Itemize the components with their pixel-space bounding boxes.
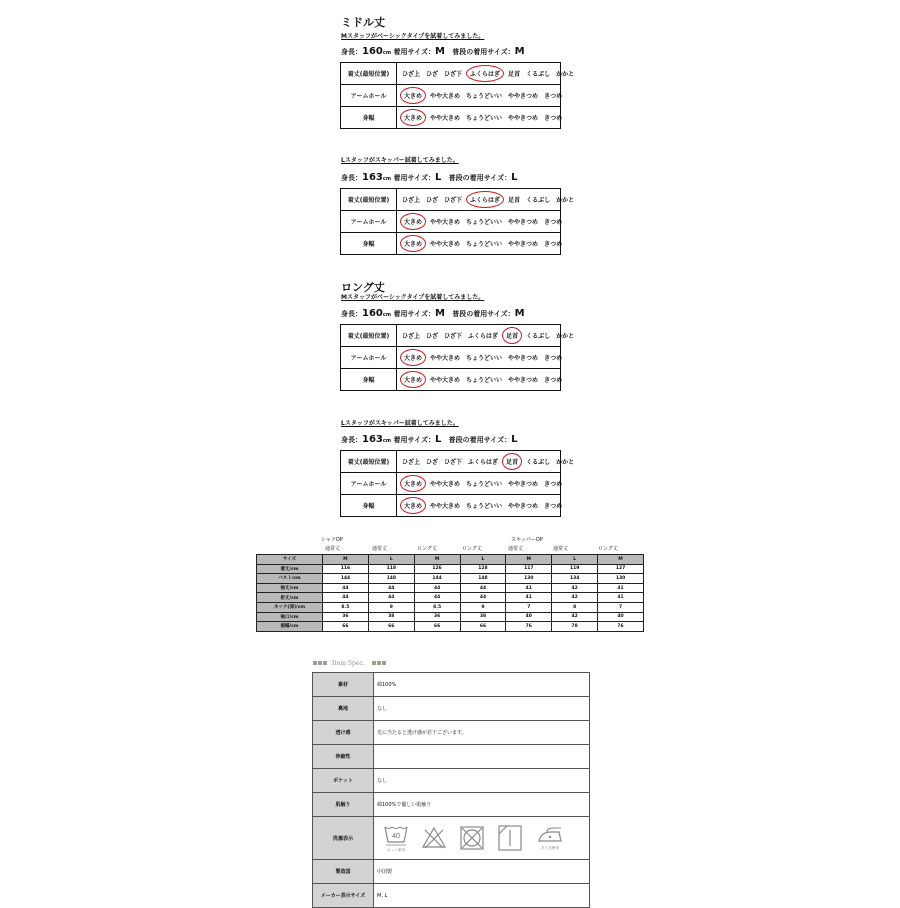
- staff-info: [341, 172, 517, 183]
- fit-row: [341, 85, 561, 107]
- size-row: [257, 574, 644, 584]
- fit-row-label: 着丈(最短位置): [341, 63, 397, 85]
- fit-options: [397, 473, 561, 495]
- fit-row-label: 身幅: [341, 233, 397, 255]
- size-cell: 128: [460, 564, 506, 574]
- fit-options: [397, 325, 575, 347]
- fit-option: きつめ: [544, 377, 563, 384]
- height-label: 身長：: [341, 174, 362, 182]
- size-cell: 9: [368, 602, 414, 612]
- size-cell: 134: [552, 574, 598, 584]
- fit-row: [341, 473, 561, 495]
- size-label: 着用サイズ：: [393, 436, 435, 444]
- size-cell: 44: [323, 583, 369, 593]
- fit-table: [340, 324, 575, 391]
- height-unit: cm: [382, 312, 392, 318]
- fit-option: ひざ: [426, 459, 439, 466]
- height-value: 160: [362, 46, 383, 57]
- size-cell: 7: [598, 602, 644, 612]
- fit-option: ひざ下: [444, 71, 463, 78]
- size-cell: 42: [552, 612, 598, 622]
- fit-option-selected: 大きめ: [400, 109, 426, 126]
- size-group-label-shirt: シャツOP: [321, 537, 343, 543]
- spec-row: [313, 673, 590, 697]
- fit-option: やや大きめ: [430, 241, 461, 248]
- fit-table: [340, 62, 575, 129]
- iron-low-cloth-icon: [535, 824, 565, 852]
- fit-option: やや大きめ: [430, 355, 461, 362]
- size-cell: 144: [323, 574, 369, 584]
- staff-info: [341, 46, 525, 57]
- fit-option: ひざ上: [402, 333, 421, 340]
- spec-key: 裏地: [313, 697, 374, 721]
- fit-row: [341, 233, 561, 255]
- height-unit: cm: [382, 176, 392, 182]
- spec-row: [313, 817, 590, 860]
- length-label: ロング丈: [598, 546, 618, 552]
- fit-option: ややきつめ: [508, 481, 539, 488]
- spec-row: [313, 769, 590, 793]
- fit-option: きつめ: [544, 115, 563, 122]
- size-cell: 44: [460, 583, 506, 593]
- size-cell: 76: [598, 622, 644, 632]
- fit-option-selected: 大きめ: [400, 349, 426, 366]
- fit-option: きつめ: [544, 481, 563, 488]
- fit-row-label: アームホール: [341, 473, 397, 495]
- size-cell: 76: [506, 622, 552, 632]
- no-tumble-dry-icon: [459, 825, 485, 851]
- size-row-label: 裾幅/cm: [257, 622, 323, 632]
- size-row-label: 袖口/cm: [257, 612, 323, 622]
- fit-option: ひざ上: [402, 197, 421, 204]
- staff-caption: Mスタッフがベーシックタイプを試着してみました。: [341, 294, 485, 301]
- size-cell: 78: [552, 622, 598, 632]
- fit-row: [341, 189, 561, 211]
- fit-options: [397, 189, 575, 211]
- staff-info: [341, 308, 525, 319]
- fit-row: [341, 107, 561, 129]
- spec-row: [313, 793, 590, 817]
- fit-options: [397, 451, 575, 473]
- spec-row: [313, 697, 590, 721]
- usual-size-value: L: [511, 434, 518, 445]
- size-header-row: [257, 555, 644, 565]
- fit-row-label: 身幅: [341, 107, 397, 129]
- fit-options: [397, 347, 561, 369]
- fit-option: ややきつめ: [508, 503, 539, 510]
- size-table: [256, 554, 644, 632]
- fit-option: ややきつめ: [508, 377, 539, 384]
- spec-value: 綿100%で優しい肌触り: [374, 793, 590, 817]
- fit-options: [397, 369, 561, 391]
- fit-option: 足首: [508, 197, 521, 204]
- size-cell: 8: [552, 602, 598, 612]
- height-value: 163: [362, 172, 383, 183]
- size-cell: 116: [323, 564, 369, 574]
- fit-option: やや大きめ: [430, 377, 461, 384]
- length-label: 通常丈: [372, 546, 388, 552]
- fit-option-selected: 足首: [502, 327, 522, 344]
- spec-value: [374, 745, 590, 769]
- size-row-label: 着丈/cm: [257, 564, 323, 574]
- size-row: [257, 564, 644, 574]
- staff-caption: Lスタッフがスキッパー試着してみました。: [341, 157, 459, 164]
- spec-value: なし: [374, 769, 590, 793]
- fit-option: やや大きめ: [430, 481, 461, 488]
- spec-value: 中国製: [374, 860, 590, 884]
- size-row: [257, 583, 644, 593]
- height-label: 身長：: [341, 436, 362, 444]
- fit-option: やや大きめ: [430, 219, 461, 226]
- fit-option: ちょうどいい: [466, 377, 503, 384]
- size-row: [257, 612, 644, 622]
- fit-option-selected: 大きめ: [400, 497, 426, 514]
- fit-option-selected: 大きめ: [400, 213, 426, 230]
- size-label: 着用サイズ：: [393, 48, 435, 56]
- fit-option: きつめ: [544, 355, 563, 362]
- fit-option: ふくらはぎ: [468, 333, 499, 340]
- fit-option: 足首: [508, 71, 521, 78]
- size-cell: 66: [414, 622, 460, 632]
- size-value: M: [434, 46, 445, 57]
- size-row-label: バスト/cm: [257, 574, 323, 584]
- size-header-cell: L: [460, 555, 506, 565]
- fit-option: ひざ下: [444, 197, 463, 204]
- usual-size-value: L: [511, 172, 518, 183]
- fit-option: きつめ: [544, 93, 563, 100]
- fit-option: ややきつめ: [508, 93, 539, 100]
- fit-option: くるぶし: [526, 197, 551, 204]
- line-dry-shade-icon: [497, 824, 523, 852]
- usual-size-label: 普段の着用サイズ：: [452, 310, 515, 318]
- size-cell: 44: [460, 593, 506, 603]
- size-header-cell: サイズ: [257, 555, 323, 565]
- fit-option: ひざ: [426, 333, 439, 340]
- fit-option: ひざ下: [444, 333, 463, 340]
- size-cell: 66: [323, 622, 369, 632]
- size-cell: 41: [598, 583, 644, 593]
- size-cell: 42: [552, 593, 598, 603]
- size-value: L: [434, 434, 442, 445]
- fit-options: [397, 233, 561, 255]
- wash-temp-text: 40: [392, 833, 400, 840]
- size-header-cell: M: [598, 555, 644, 565]
- size-cell: 36: [323, 612, 369, 622]
- size-cell: 66: [368, 622, 414, 632]
- size-row-label: 裄丈/cm: [257, 593, 323, 603]
- fit-option: ちょうどいい: [466, 93, 503, 100]
- care-symbols: [377, 823, 589, 853]
- staff-info: [341, 434, 517, 445]
- staff-caption: Mスタッフがベーシックタイプを試着してみました。: [341, 33, 485, 40]
- fit-option: ちょうどいい: [466, 481, 503, 488]
- spec-key: 洗濯表示: [313, 817, 374, 860]
- size-header-cell: M: [414, 555, 460, 565]
- fit-row: [341, 325, 561, 347]
- fit-row: [341, 347, 561, 369]
- fit-option-selected: ふくらはぎ: [466, 191, 504, 208]
- height-label: 身長：: [341, 310, 362, 318]
- fit-option-selected: 大きめ: [400, 87, 426, 104]
- spec-key: 製造国: [313, 860, 374, 884]
- fit-option-selected: 大きめ: [400, 235, 426, 252]
- size-header-cell: M: [506, 555, 552, 565]
- spec-row: [313, 884, 590, 908]
- fit-option: ややきつめ: [508, 241, 539, 248]
- fit-options: [397, 495, 561, 517]
- fit-option: きつめ: [544, 241, 563, 248]
- size-cell: 126: [414, 564, 460, 574]
- wash-40-gentle-icon: [383, 823, 409, 853]
- length-label: 通常丈: [508, 546, 524, 552]
- size-value: L: [434, 172, 442, 183]
- size-cell: 9: [460, 602, 506, 612]
- spec-row: [313, 860, 590, 884]
- fit-row-label: 身幅: [341, 369, 397, 391]
- item-spec-heading: Item Spec.: [313, 660, 387, 667]
- size-cell: 44: [414, 593, 460, 603]
- size-cell: 36: [414, 612, 460, 622]
- size-label: 着用サイズ：: [393, 174, 435, 182]
- fit-option: ひざ: [426, 197, 439, 204]
- fit-option: ややきつめ: [508, 355, 539, 362]
- fit-option-selected: ふくらはぎ: [466, 65, 504, 82]
- size-cell: 127: [598, 564, 644, 574]
- fit-option: やや大きめ: [430, 115, 461, 122]
- size-row: [257, 622, 644, 632]
- fit-option: かかと: [556, 71, 575, 78]
- length-label: 通常丈: [325, 546, 341, 552]
- size-row-label: 袖丈/cm: [257, 583, 323, 593]
- fit-row-label: 着丈(最短位置): [341, 189, 397, 211]
- fit-option: ややきつめ: [508, 115, 539, 122]
- spec-key: ポケット: [313, 769, 374, 793]
- fit-row-label: アームホール: [341, 211, 397, 233]
- fit-row: [341, 451, 561, 473]
- fit-option: ちょうどいい: [466, 115, 503, 122]
- spec-value: M, L: [374, 884, 590, 908]
- fit-option: やや大きめ: [430, 503, 461, 510]
- size-cell: 8.5: [323, 602, 369, 612]
- fit-row: [341, 495, 561, 517]
- size-cell: 40: [598, 612, 644, 622]
- height-label: 身長：: [341, 48, 362, 56]
- staff-caption: Lスタッフがスキッパー試着してみました。: [341, 420, 459, 427]
- section-title: ミドル丈: [341, 16, 385, 29]
- height-unit: cm: [382, 438, 392, 444]
- height-unit: cm: [382, 50, 392, 56]
- item-spec-table: [312, 672, 590, 908]
- size-cell: 148: [460, 574, 506, 584]
- fit-row: [341, 63, 561, 85]
- spec-value: 光に当たると透け感が若干ございます。: [374, 721, 590, 745]
- size-cell: 42: [552, 583, 598, 593]
- fit-row-label: 着丈(最短位置): [341, 451, 397, 473]
- size-row: [257, 593, 644, 603]
- fit-option: ひざ上: [402, 71, 421, 78]
- fit-option: かかと: [556, 197, 575, 204]
- fit-options: [397, 107, 561, 129]
- fit-option: ややきつめ: [508, 219, 539, 226]
- fit-row-label: 身幅: [341, 495, 397, 517]
- spec-value: なし: [374, 697, 590, 721]
- size-label: 着用サイズ：: [393, 310, 435, 318]
- fit-option: くるぶし: [526, 333, 551, 340]
- size-cell: 130: [598, 574, 644, 584]
- wash-caption-text: ネット使用: [387, 848, 405, 852]
- fit-option: きつめ: [544, 503, 563, 510]
- usual-size-label: 普段の着用サイズ：: [448, 174, 512, 182]
- size-cell: 130: [506, 574, 552, 584]
- fit-options: [397, 211, 561, 233]
- size-group-label-skipper: スキッパーOP: [511, 537, 543, 543]
- fit-option: かかと: [556, 333, 575, 340]
- size-cell: 41: [598, 593, 644, 603]
- fit-option: きつめ: [544, 219, 563, 226]
- length-label: 通常丈: [553, 546, 569, 552]
- fit-options: [397, 85, 561, 107]
- fit-row-label: アームホール: [341, 85, 397, 107]
- fit-option-selected: 大きめ: [400, 475, 426, 492]
- size-header-cell: M: [323, 555, 369, 565]
- size-cell: 119: [552, 564, 598, 574]
- section-title: ロング丈: [341, 281, 385, 294]
- usual-size-value: M: [514, 308, 525, 319]
- fit-option-selected: 大きめ: [400, 371, 426, 388]
- size-cell: 148: [368, 574, 414, 584]
- spec-key: 肌触り: [313, 793, 374, 817]
- iron-caption-text: あて布使用: [541, 846, 559, 850]
- size-cell: 41: [506, 593, 552, 603]
- fit-option: ひざ上: [402, 459, 421, 466]
- size-cell: 40: [506, 612, 552, 622]
- length-label: ロング丈: [462, 546, 482, 552]
- fit-option: ちょうどいい: [466, 503, 503, 510]
- spec-value: 綿100%: [374, 673, 590, 697]
- size-cell: 38: [368, 612, 414, 622]
- size-cell: 44: [414, 583, 460, 593]
- spec-row: [313, 721, 590, 745]
- spec-key: 伸縮性: [313, 745, 374, 769]
- fit-row: [341, 211, 561, 233]
- size-cell: 38: [460, 612, 506, 622]
- fit-row-label: アームホール: [341, 347, 397, 369]
- fit-option: くるぶし: [526, 71, 551, 78]
- fit-option: ひざ: [426, 71, 439, 78]
- size-cell: 7: [506, 602, 552, 612]
- size-cell: 44: [368, 593, 414, 603]
- size-header-cell: L: [368, 555, 414, 565]
- fit-option: ちょうどいい: [466, 241, 503, 248]
- fit-table: [340, 188, 575, 255]
- spec-key: メーカー表示サイズ: [313, 884, 374, 908]
- size-cell: 66: [460, 622, 506, 632]
- no-bleach-icon: [421, 826, 447, 850]
- size-cell: 144: [414, 574, 460, 584]
- fit-options: [397, 63, 575, 85]
- fit-option: ふくらはぎ: [468, 459, 499, 466]
- height-value: 160: [362, 308, 383, 319]
- spec-value: [374, 817, 590, 860]
- fit-option-selected: 足首: [502, 453, 522, 470]
- spec-key: 素材: [313, 673, 374, 697]
- size-cell: 41: [506, 583, 552, 593]
- fit-option: ちょうどいい: [466, 355, 503, 362]
- spec-key: 透け感: [313, 721, 374, 745]
- size-cell: 117: [506, 564, 552, 574]
- length-label: ロング丈: [417, 546, 437, 552]
- usual-size-label: 普段の着用サイズ：: [448, 436, 512, 444]
- usual-size-value: M: [514, 46, 525, 57]
- size-cell: 44: [368, 583, 414, 593]
- fit-option: くるぶし: [526, 459, 551, 466]
- usual-size-label: 普段の着用サイズ：: [452, 48, 515, 56]
- size-row-label: ネック(深)/cm: [257, 602, 323, 612]
- size-cell: 44: [323, 593, 369, 603]
- fit-option: ちょうどいい: [466, 219, 503, 226]
- fit-option: かかと: [556, 459, 575, 466]
- size-header-cell: L: [552, 555, 598, 565]
- size-value: M: [434, 308, 445, 319]
- height-value: 163: [362, 434, 383, 445]
- fit-option: ひざ下: [444, 459, 463, 466]
- size-cell: 118: [368, 564, 414, 574]
- fit-table: [340, 450, 575, 517]
- fit-row: [341, 369, 561, 391]
- spec-row: [313, 745, 590, 769]
- size-row: [257, 602, 644, 612]
- fit-option: やや大きめ: [430, 93, 461, 100]
- size-cell: 8.5: [414, 602, 460, 612]
- fit-row-label: 着丈(最短位置): [341, 325, 397, 347]
